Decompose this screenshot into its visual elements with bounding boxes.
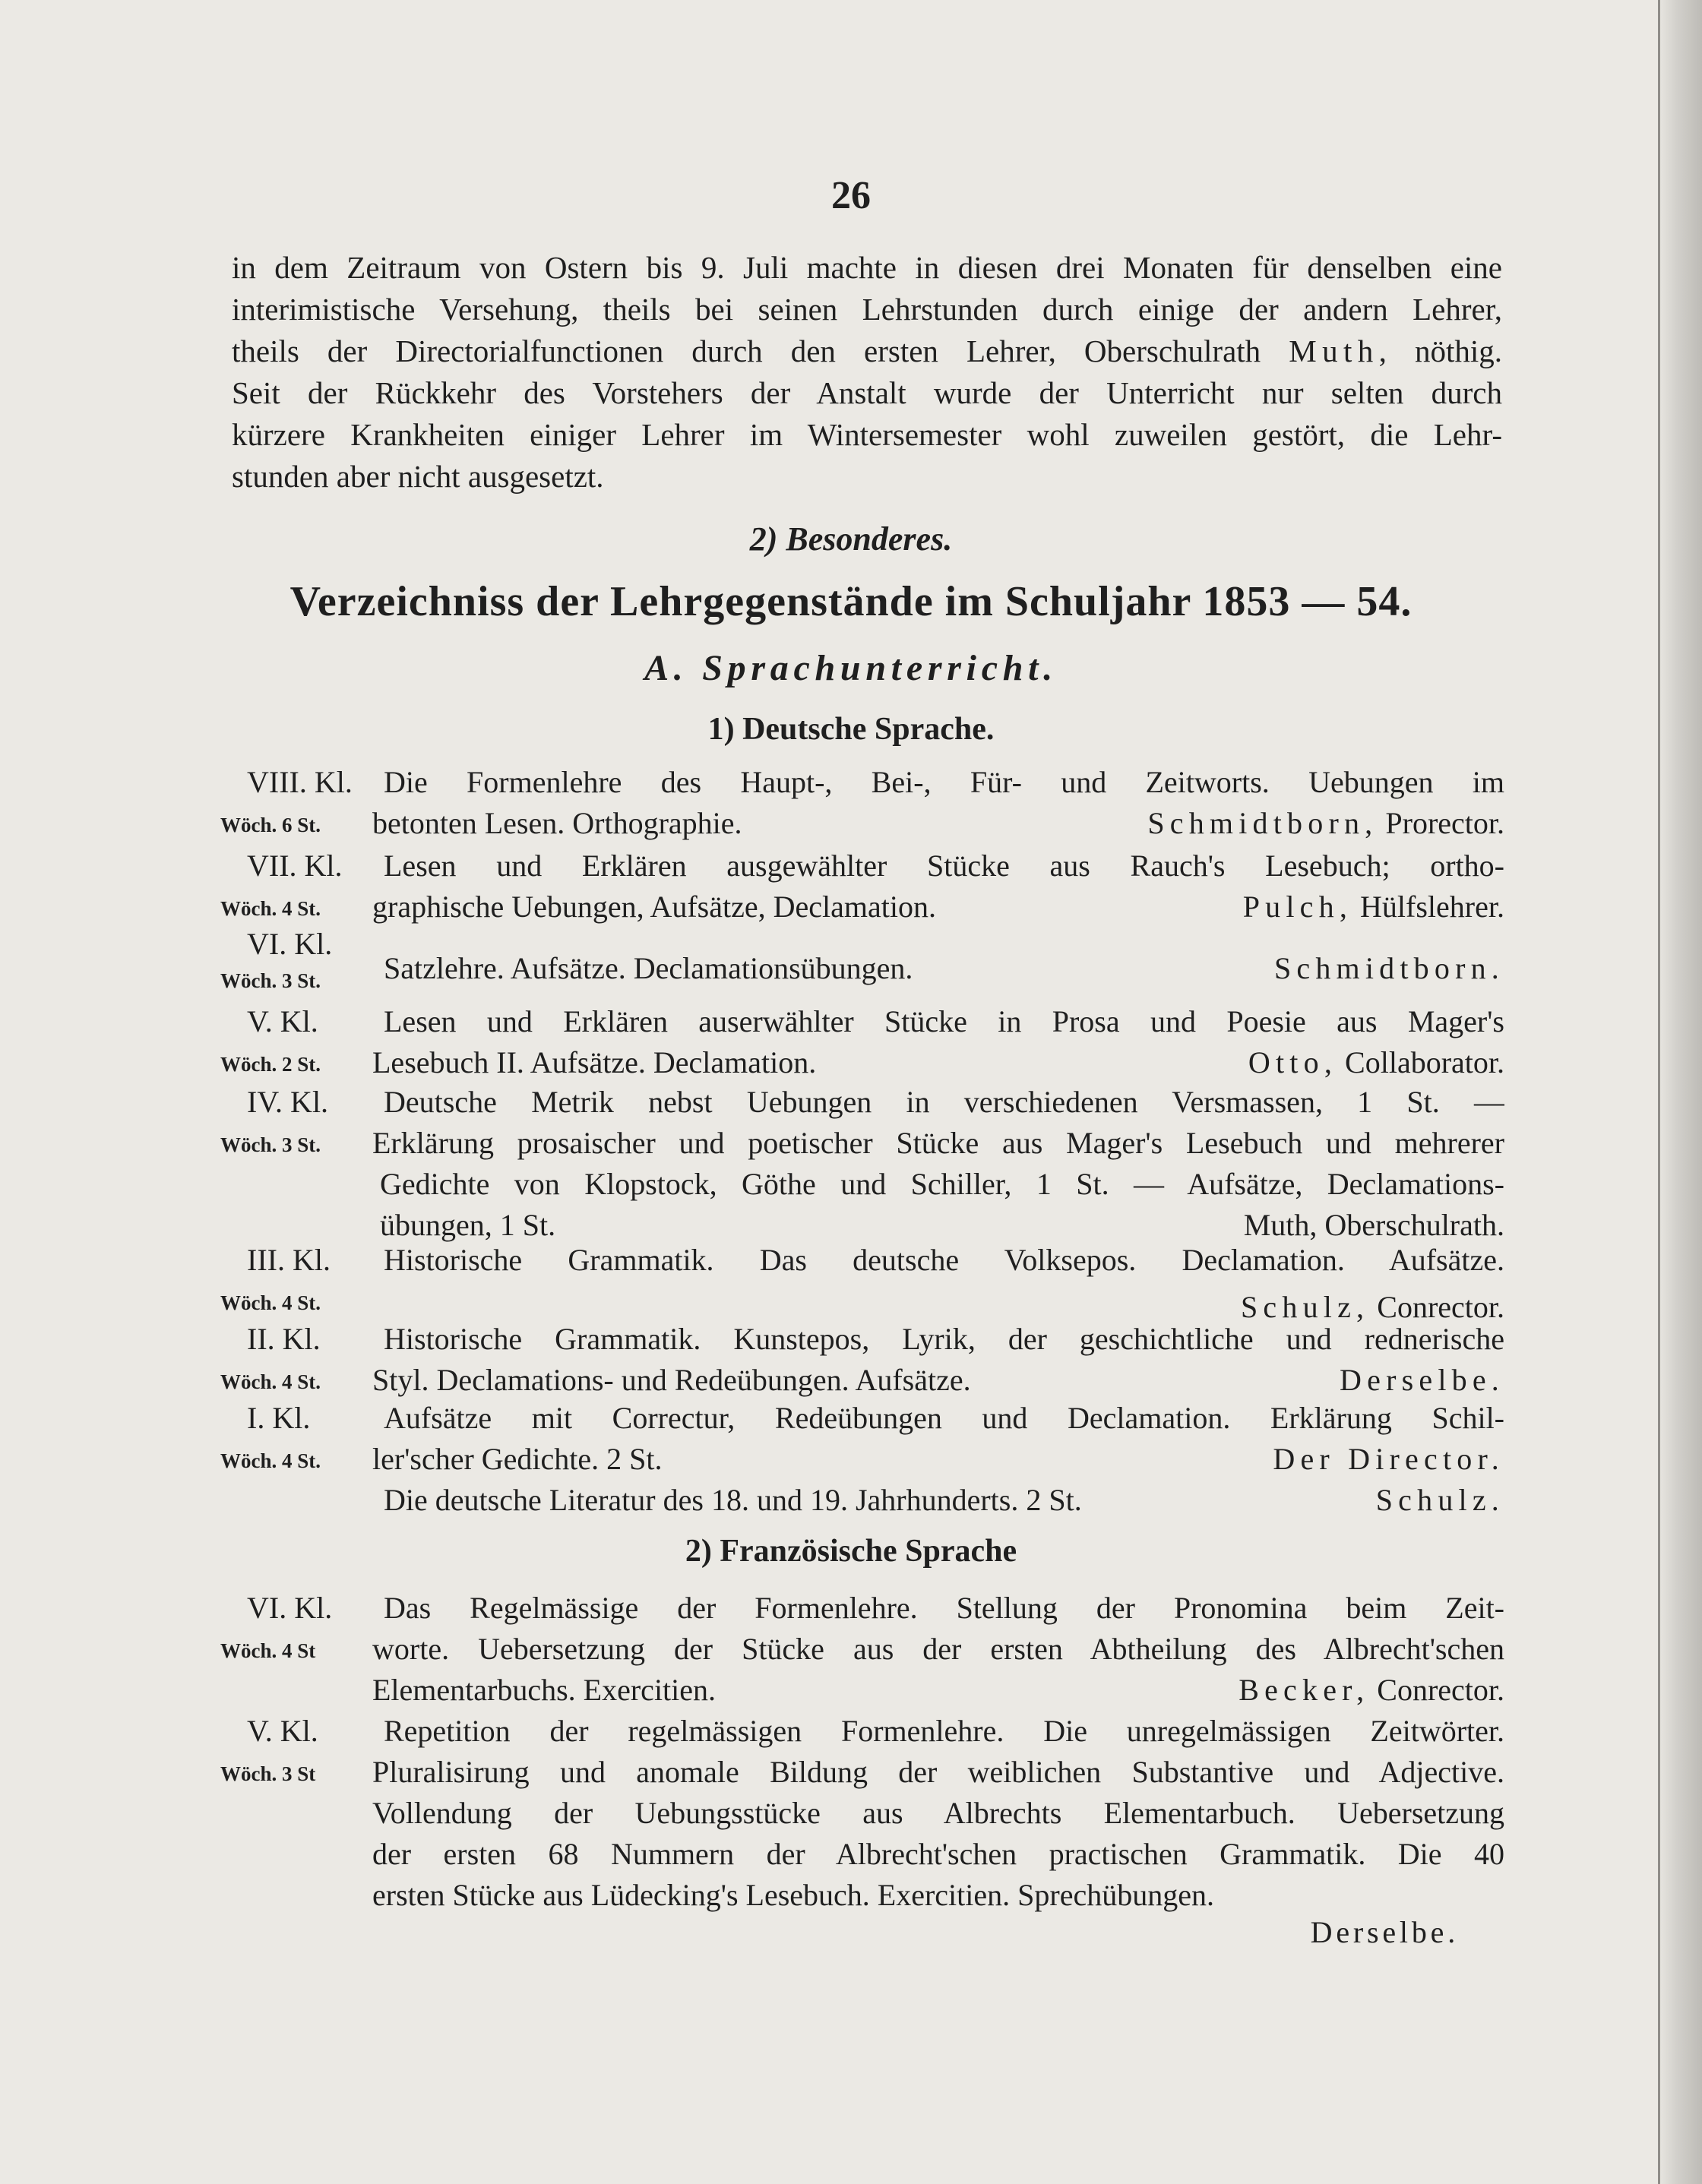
heading-besonderes: 2) Besonderes. <box>749 520 953 558</box>
entry-text: Repetition der regelmässigen Formenlehre. Die unregelmässigen Zeitwörter. <box>384 1714 1504 1748</box>
intro-line-text: theils der Directorialfunctionen durch den ersten Lehrer, Oberschulrath <box>232 333 1289 368</box>
entry-deutsch-viii <box>220 762 1504 844</box>
intro-name: Muth <box>1289 333 1379 368</box>
entry-text: übungen, 1 St. <box>380 1208 556 1242</box>
entry-text-row <box>372 803 1504 844</box>
teacher-role: Collaborator. <box>1345 1045 1504 1079</box>
entry-text: Satzlehre. Aufsätze. Declamationsübungen. <box>384 951 913 985</box>
class-label: VI. Kl. <box>247 927 333 961</box>
entry-text: Historische Grammatik. Das deutsche Volksepos. Declamation. Aufsätze. <box>384 1243 1504 1277</box>
entry-text: worte. Uebersetzung der Stücke aus der ersten Abtheilung des Albrecht'schen <box>372 1632 1504 1666</box>
entry-text: Lesen und Erklären auserwählter Stücke in Prosa und Poesie aus Mager's <box>384 1004 1504 1038</box>
entry-text: Die Formenlehre des Haupt-, Bei-, Für- und Zeitworts. Uebungen im <box>384 765 1504 799</box>
entry-text: Aufsätze mit Correctur, Redeübungen und Declamation. Erklärung Schil- <box>384 1401 1504 1435</box>
class-label: V. Kl. <box>247 1714 318 1748</box>
entry-text: Lesen und Erklären ausgewählter Stücke aus Rauch's Lesebuch; ortho- <box>384 849 1504 883</box>
intro-line <box>232 330 1502 372</box>
teacher-name: Muth, <box>1243 1208 1318 1242</box>
heading-franzoesische-sprache: 2) Französische Sprache <box>685 1534 1017 1569</box>
weekly-hours: Wöch. 3 St <box>220 1762 316 1785</box>
entry-text: graphische Uebungen, Aufsätze, Declamation. <box>372 890 936 924</box>
teacher-name: Schmidtborn, <box>1147 806 1378 840</box>
entry-text: Die deutsche Literatur des 18. und 19. Jahrhunderts. 2 St. <box>384 1483 1082 1517</box>
intro-line-end: , nöthig. <box>1378 333 1502 368</box>
class-label: II. Kl. <box>247 1322 321 1356</box>
entry-franz-vi <box>220 1588 1504 1711</box>
entry-text: ler'scher Gedichte. 2 St. <box>372 1442 663 1476</box>
weekly-hours: Wöch. 4 St <box>220 1639 316 1662</box>
teacher-name: Derselbe. <box>1310 1915 1459 1949</box>
teacher <box>1239 1670 1504 1711</box>
intro-line: stunden aber nicht ausgesetzt. <box>232 459 604 494</box>
entry-deutsch-ii <box>220 1319 1504 1401</box>
weekly-hours: Wöch. 4 St. <box>220 1291 321 1314</box>
teacher-name: Der Director. <box>1273 1442 1504 1476</box>
heading-deutsche-sprache: 1) Deutsche Sprache. <box>707 712 995 747</box>
entry-text: Das Regelmässige der Formenlehre. Stellung der Pronomina beim Zeit- <box>384 1591 1504 1625</box>
entry-text: Deutsche Metrik nebst Uebungen in verschiedenen Versmassen, 1 St. — <box>384 1085 1504 1119</box>
entry-deutsch-iv <box>220 1082 1504 1246</box>
class-label: VI. Kl. <box>247 1591 333 1625</box>
teacher-role: Conrector. <box>1377 1673 1504 1707</box>
teacher-role: Conrector. <box>1377 1290 1504 1324</box>
teacher <box>1243 887 1504 928</box>
entry-text-row <box>372 887 1504 928</box>
teacher-name: Derselbe. <box>1340 1363 1504 1397</box>
teacher-role: Oberschulrath. <box>1324 1208 1504 1242</box>
entry-text: Pluralisirung und anomale Bildung der weiblichen Substantive und Adjective. <box>372 1755 1504 1789</box>
class-label: IV. Kl. <box>247 1085 329 1119</box>
teacher-name: Becker, <box>1239 1673 1370 1707</box>
intro-line: Seit der Rückkehr des Vorstehers der Anstalt wurde der Unterricht nur selten durch <box>232 375 1502 410</box>
entry-text: der ersten 68 Nummern der Albrecht'schen practischen Grammatik. Die 40 <box>372 1837 1504 1871</box>
entry-deutsch-vii <box>220 845 1504 928</box>
teacher-role: Hülfslehrer. <box>1360 890 1504 924</box>
class-label: III. Kl. <box>247 1243 331 1277</box>
page-edge <box>1660 0 1702 2184</box>
intro-line: kürzere Krankheiten einiger Lehrer im Wintersemester wohl zuweilen gestört, die Lehr- <box>232 417 1502 452</box>
weekly-hours: Wöch. 4 St. <box>220 897 321 920</box>
heading-verzeichnis: Verzeichniss der Lehrgegenstände im Schuljahr 1853 — 54. <box>289 578 1413 625</box>
weekly-hours: Wöch. 3 St. <box>220 969 321 992</box>
teacher-name: Otto, <box>1248 1045 1338 1079</box>
class-label: V. Kl. <box>247 1004 318 1038</box>
teacher <box>1248 1042 1504 1083</box>
entry-text-row <box>372 1670 1504 1711</box>
teacher-name: Schmidtborn. <box>1273 951 1504 985</box>
weekly-hours: Wöch. 6 St. <box>220 814 321 836</box>
entry-text-row <box>372 1360 1504 1401</box>
entry-deutsch-v <box>220 1001 1504 1083</box>
teacher <box>1147 803 1504 844</box>
entry-text: Historische Grammatik. Kunstepos, Lyrik, der geschichtliche und rednerische <box>384 1322 1504 1356</box>
entry-deutsch-iii <box>220 1240 1504 1322</box>
entry-text: Elementarbuchs. Exercitien. <box>372 1673 717 1707</box>
intro-line: in dem Zeitraum von Ostern bis 9. Juli machte in diesen drei Monaten für denselben eine <box>232 250 1502 285</box>
entry-deutsch-i <box>220 1398 1504 1521</box>
weekly-hours: Wöch. 4 St. <box>220 1370 321 1393</box>
intro-paragraph <box>232 247 1502 498</box>
class-label: I. Kl. <box>247 1401 311 1435</box>
weekly-hours: Wöch. 3 St. <box>220 1133 321 1156</box>
entry-text-row <box>384 1480 1504 1521</box>
entry-text: Vollendung der Uebungsstücke aus Albrechts Elementarbuch. Uebersetzung <box>372 1796 1504 1830</box>
class-label: VIII. Kl. <box>247 765 353 799</box>
entry-text: ersten Stücke aus Lüdecking's Lesebuch. Exercitien. Sprechübungen. <box>372 1878 1214 1912</box>
class-label: VII. Kl. <box>247 849 343 883</box>
teacher-name: Schulz. <box>1375 1483 1504 1517</box>
weekly-hours: Wöch. 2 St. <box>220 1053 321 1076</box>
entry-text-row <box>372 1042 1504 1083</box>
entry-franz-v <box>220 1711 1504 1916</box>
weekly-hours: Wöch. 4 St. <box>220 1449 321 1472</box>
entry-text: Styl. Declamations- und Redeübungen. Aufsätze. <box>372 1363 971 1397</box>
heading-sprachunterricht: A. Sprachunterricht. <box>644 648 1058 688</box>
entry-text: betonten Lesen. Orthographie. <box>372 806 742 840</box>
teacher-name: Pulch, <box>1242 890 1353 924</box>
entry-deutsch-vi <box>220 924 1504 1000</box>
entry-text: Erklärung prosaischer und poetischer Stücke aus Mager's Lesebuch und mehrerer <box>372 1126 1504 1160</box>
teacher-role: Prorector. <box>1385 806 1504 840</box>
intro-line: interimistische Versehung, theils bei seinen Lehrstunden durch einige der andern Lehrer, <box>232 292 1502 327</box>
entry-text: Lesebuch II. Aufsätze. Declamation. <box>372 1045 817 1079</box>
entry-text-row <box>384 948 1504 989</box>
entry-text-row <box>372 1439 1504 1480</box>
page-number: 26 <box>831 174 871 217</box>
entry-text: Gedichte von Klopstock, Göthe und Schiller, 1 St. — Aufsätze, Declamations- <box>380 1167 1504 1201</box>
teacher-name: Schulz, <box>1240 1290 1370 1324</box>
